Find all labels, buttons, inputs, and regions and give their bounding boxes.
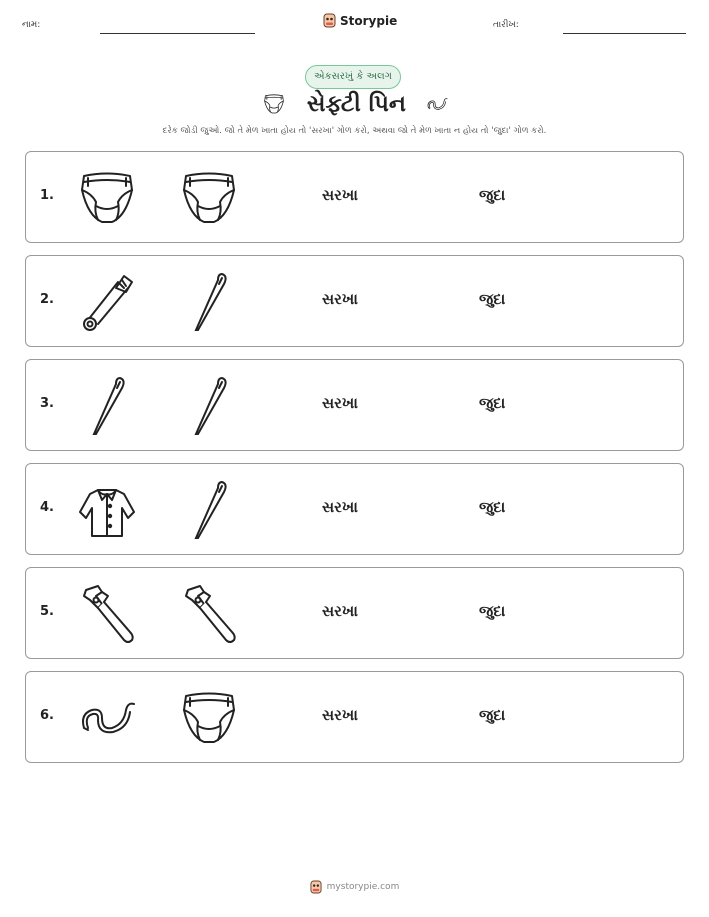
- date-line[interactable]: [563, 33, 686, 34]
- question-number: 2.: [40, 292, 54, 307]
- footer-url[interactable]: mystorypie.com: [326, 882, 400, 892]
- pliers-icon: [178, 582, 240, 646]
- storypie-logo-icon: [310, 880, 322, 894]
- brand-name: Storypie: [340, 13, 398, 28]
- question-row: [25, 359, 684, 451]
- name-label: નામ:: [22, 20, 41, 30]
- option-different[interactable]: જુદા: [479, 706, 506, 724]
- option-same[interactable]: સરખા: [322, 706, 358, 724]
- needle-icon: [178, 270, 240, 334]
- question-row: [25, 255, 684, 347]
- question-row: [25, 463, 684, 555]
- option-same[interactable]: સરખા: [322, 290, 358, 308]
- option-same[interactable]: સરખા: [322, 394, 358, 412]
- footer: [0, 880, 709, 894]
- option-same[interactable]: સરખા: [322, 186, 358, 204]
- question-number: 3.: [40, 396, 54, 411]
- question-number: 5.: [40, 604, 54, 619]
- diaper-icon: [259, 92, 289, 116]
- diaper-icon: [178, 166, 240, 230]
- shirt-icon: [76, 478, 138, 542]
- diaper-icon: [178, 686, 240, 750]
- safety-pin-icon: [76, 270, 138, 334]
- needle-icon: [178, 478, 240, 542]
- question-number: 6.: [40, 708, 54, 723]
- question-number: 4.: [40, 500, 54, 515]
- option-different[interactable]: જુદા: [479, 290, 506, 308]
- option-same[interactable]: સરખા: [322, 602, 358, 620]
- worksheet-header: [0, 0, 709, 60]
- option-different[interactable]: જુદા: [479, 602, 506, 620]
- option-different[interactable]: જુદા: [479, 498, 506, 516]
- brand-logo: [323, 13, 397, 28]
- option-different[interactable]: જુદા: [479, 186, 506, 204]
- needle-icon: [76, 374, 138, 438]
- hook-pin-icon: [424, 92, 450, 116]
- instructions: દરેક જોડી જુઓ. જો તે મેળ ખાતા હોય તો 'સરખા' ગોળ કરો, અથવા જો તે મેળ ખાતા ન હોય તો 'જુદા' ગોળ કરો.: [162, 126, 547, 136]
- storypie-logo-icon: [323, 13, 336, 28]
- needle-icon: [178, 374, 240, 438]
- question-number: 1.: [40, 188, 54, 203]
- option-different[interactable]: જુદા: [479, 394, 506, 412]
- question-row: [25, 671, 684, 763]
- hook-pin-icon: [76, 686, 138, 750]
- option-same[interactable]: સરખા: [322, 498, 358, 516]
- title-row: [0, 91, 709, 117]
- pliers-icon: [76, 582, 138, 646]
- page-title: સેફ્ટી પિન: [306, 91, 407, 117]
- question-row: [25, 151, 684, 243]
- name-line[interactable]: [100, 33, 255, 34]
- category-badge: એકસરખું કે અલગ: [305, 65, 401, 89]
- diaper-icon: [76, 166, 138, 230]
- date-label: તારીખ:: [493, 20, 519, 30]
- question-row: [25, 567, 684, 659]
